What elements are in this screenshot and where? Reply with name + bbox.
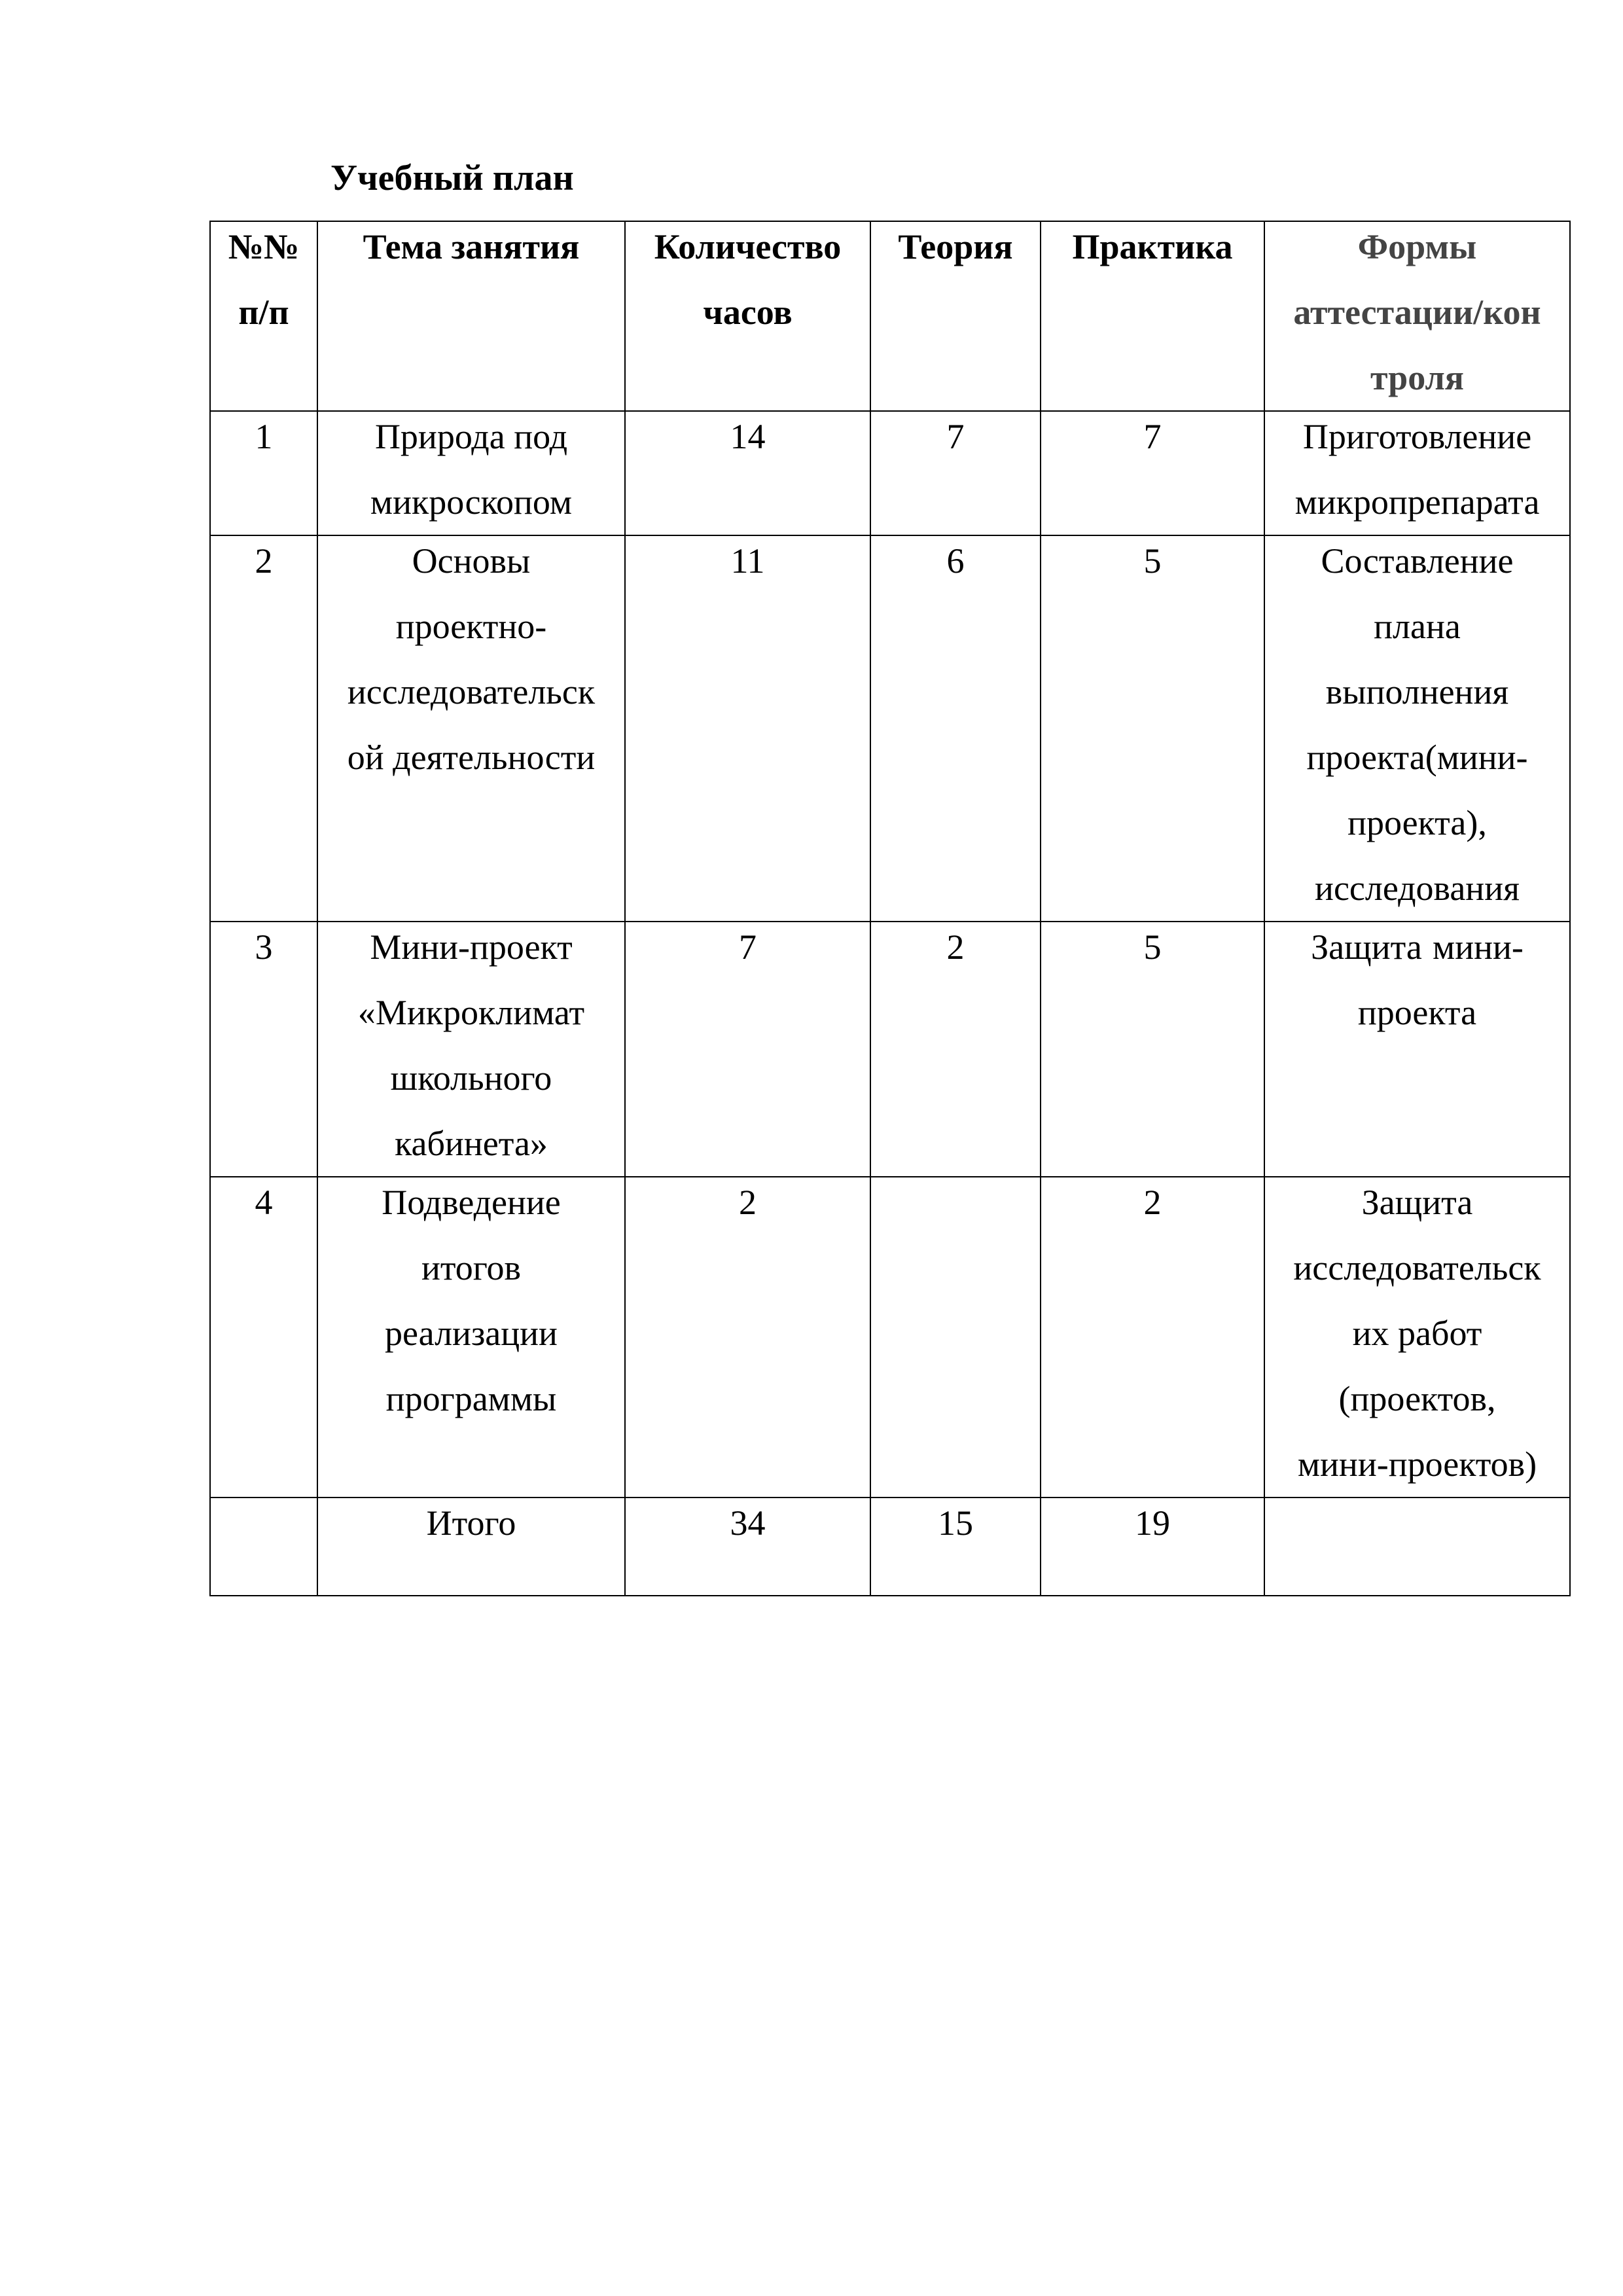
row-theory: 6 bbox=[870, 535, 1041, 922]
row-topic: Подведение итогов реализации программы bbox=[317, 1177, 625, 1498]
table-header-row bbox=[210, 221, 1570, 411]
row-topic: Основы проектно- исследовательск ой деятельности bbox=[317, 535, 625, 922]
row-practice: 7 bbox=[1041, 411, 1264, 535]
table-row bbox=[210, 1177, 1570, 1498]
page-title: Учебный план bbox=[330, 158, 574, 198]
row-theory: 7 bbox=[870, 411, 1041, 535]
row-practice: 5 bbox=[1041, 922, 1264, 1177]
header-theory: Теория bbox=[870, 221, 1041, 411]
row-hours: 11 bbox=[625, 535, 870, 922]
table-row bbox=[210, 922, 1570, 1177]
row-hours: 7 bbox=[625, 922, 870, 1177]
total-row bbox=[210, 1498, 1570, 1596]
total-label: Итого bbox=[317, 1498, 625, 1596]
row-number: 4 bbox=[210, 1177, 317, 1498]
row-number: 2 bbox=[210, 535, 317, 922]
row-hours: 2 bbox=[625, 1177, 870, 1498]
row-number: 3 bbox=[210, 922, 317, 1177]
header-hours: Количество часов bbox=[625, 221, 870, 411]
row-theory bbox=[870, 1177, 1041, 1498]
total-number bbox=[210, 1498, 317, 1596]
table-row bbox=[210, 411, 1570, 535]
header-assessment-forms: Формы аттестации/кон троля bbox=[1264, 221, 1570, 411]
row-hours: 14 bbox=[625, 411, 870, 535]
row-assessment-form: Составление плана выполнения проекта(мини- проекта), исследования bbox=[1264, 535, 1570, 922]
row-theory: 2 bbox=[870, 922, 1041, 1177]
row-practice: 5 bbox=[1041, 535, 1264, 922]
total-assessment-form bbox=[1264, 1498, 1570, 1596]
curriculum-table bbox=[209, 221, 1571, 1596]
row-assessment-form: Защита исследовательск их работ (проектов, мини-проектов) bbox=[1264, 1177, 1570, 1498]
table-row bbox=[210, 535, 1570, 922]
total-hours: 34 bbox=[625, 1498, 870, 1596]
total-theory: 15 bbox=[870, 1498, 1041, 1596]
row-assessment-form: Защита мини- проекта bbox=[1264, 922, 1570, 1177]
header-topic: Тема занятия bbox=[317, 221, 625, 411]
row-practice: 2 bbox=[1041, 1177, 1264, 1498]
header-number: №№ п/п bbox=[210, 221, 317, 411]
total-practice: 19 bbox=[1041, 1498, 1264, 1596]
row-topic: Мини-проект «Микроклимат школьного кабинета» bbox=[317, 922, 625, 1177]
row-number: 1 bbox=[210, 411, 317, 535]
row-topic: Природа под микроскопом bbox=[317, 411, 625, 535]
header-practice: Практика bbox=[1041, 221, 1264, 411]
row-assessment-form: Приготовление микропрепарата bbox=[1264, 411, 1570, 535]
